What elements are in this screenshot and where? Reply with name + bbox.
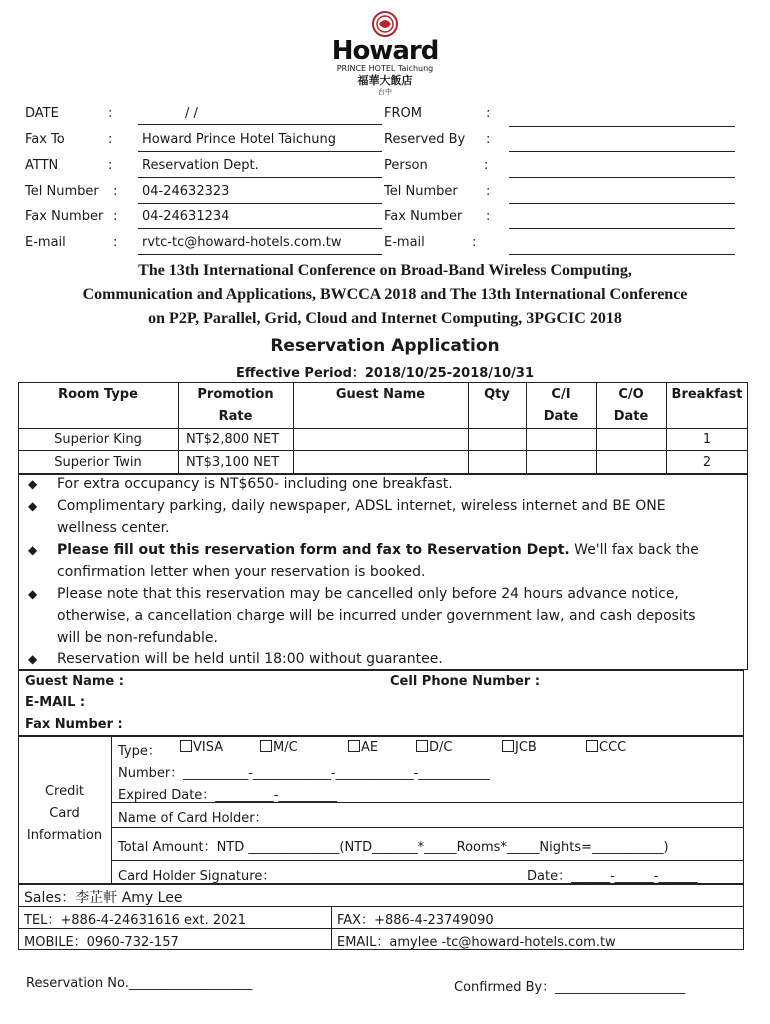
table-cell-rate: NT$3,100 NET — [186, 455, 280, 470]
bullet-icon: ◆ — [28, 477, 38, 491]
colon: : — [486, 132, 491, 147]
reserved-by-label: Reserved By — [384, 132, 466, 147]
bullet-icon: ◆ — [28, 587, 38, 601]
fax-to-value: Howard Prince Hotel Taichung — [142, 132, 336, 147]
header-guest-name: Guest Name — [335, 387, 426, 402]
card-type-label: D/C — [429, 740, 453, 755]
header-rate: Rate — [218, 409, 253, 424]
sales-email: EMAIL：amylee -tc@howard-hotels.com.tw — [337, 935, 616, 950]
bullet-icon: ◆ — [28, 543, 38, 557]
fax-number-label: Fax Number — [25, 209, 104, 224]
checkbox-icon[interactable] — [348, 740, 360, 752]
logo-chinese-city: 台中 — [378, 88, 392, 96]
checkbox-icon[interactable] — [180, 740, 192, 752]
card-type-label: JCB — [515, 740, 537, 755]
email-field[interactable] — [509, 254, 735, 255]
confirmed-by-field[interactable]: Confirmed By：____________________ — [454, 980, 686, 995]
note-text — [57, 539, 699, 561]
tel-number-field[interactable] — [509, 203, 735, 204]
conference-title — [0, 259, 770, 331]
table-rule — [18, 450, 748, 451]
note-text: For extra occupancy is NT$650- including one breakfast. — [57, 476, 453, 492]
fax-to-label: Fax To — [25, 132, 65, 147]
guest-email-label: E-MAIL : — [25, 695, 86, 710]
note-text: confirmation letter when your reservation is booked. — [57, 564, 426, 580]
conference-title-line: on P2P, Parallel, Grid, Cloud and Internet Computing, 3PGCIC 2018 — [148, 310, 622, 327]
card-holder-name-field[interactable]: Name of Card Holder： — [118, 811, 268, 826]
underline — [138, 254, 382, 255]
sales-name: Sales：李芷軒 Amy Lee — [24, 890, 183, 906]
table-cell-breakfast: 2 — [702, 455, 712, 470]
card-holder-signature-field[interactable]: Card Holder Signature： — [118, 869, 276, 884]
underline — [138, 228, 382, 229]
card-type-label: AE — [361, 740, 379, 755]
card-type-label: CCC — [599, 740, 627, 755]
email-label: E-mail — [384, 235, 425, 250]
logo-emblem-icon — [368, 10, 402, 38]
header-ci: C/I — [551, 387, 571, 402]
colon: : — [108, 132, 113, 147]
header-co-date: Date — [613, 409, 649, 424]
header-co: C/O — [618, 387, 644, 402]
effective-period: Effective Period：2018/10/25-2018/10/31 — [236, 366, 534, 381]
note-text: otherwise, a cancellation charge will be incurred under government law, and cash deposits — [57, 608, 696, 624]
note-text: Please note that this reservation may be cancelled only before 24 hours advance notice, — [57, 586, 679, 602]
reservation-no-field[interactable]: Reservation No.___________________ — [26, 976, 253, 991]
table-rule — [111, 736, 112, 884]
table-rule — [18, 428, 748, 429]
attn-value: Reservation Dept. — [142, 158, 259, 173]
note-text: We'll fax back the — [569, 542, 699, 558]
person-field[interactable] — [509, 177, 735, 178]
table-rule — [111, 827, 744, 828]
credit-label-line: Card — [49, 806, 80, 821]
fax-number-value: 04-24631234 — [142, 209, 230, 224]
card-type-jcb[interactable] — [502, 740, 537, 755]
table-cell-room: Superior King — [54, 432, 142, 447]
card-type-label: M/C — [273, 740, 298, 755]
reserved-by-field[interactable] — [509, 151, 735, 152]
card-type-ae[interactable] — [348, 740, 378, 755]
guest-name-label: Guest Name : — [25, 674, 124, 689]
credit-label-line: Information — [26, 828, 103, 843]
from-field[interactable] — [509, 126, 735, 127]
header-ci-date: Date — [543, 409, 579, 424]
underline — [138, 151, 382, 152]
tel-number-label: Tel Number — [25, 184, 99, 199]
bullet-icon: ◆ — [28, 499, 38, 513]
sales-mobile: MOBILE：0960-732-157 — [24, 935, 179, 950]
colon: : — [113, 235, 118, 250]
table-rule — [18, 928, 744, 929]
total-amount-field[interactable]: Total Amount：NTD ______________(NTD_______*_____Rooms*_____Nights=___________) — [118, 840, 669, 855]
table-rule — [111, 860, 744, 861]
checkbox-icon[interactable] — [502, 740, 514, 752]
note-text: wellness center. — [57, 520, 170, 536]
credit-card-section-label — [18, 781, 111, 847]
bullet-icon: ◆ — [28, 652, 38, 666]
underline — [138, 203, 382, 204]
colon: : — [108, 158, 113, 173]
logo-chinese-name: 福華大飯店 — [357, 74, 413, 87]
from-label: FROM — [384, 106, 422, 121]
colon: : — [486, 106, 491, 121]
colon: : — [486, 209, 491, 224]
credit-label-line: Credit — [44, 784, 85, 799]
note-bold-text: Please fill out this reservation form and fax to Reservation Dept. — [57, 542, 570, 558]
checkbox-icon[interactable] — [260, 740, 272, 752]
header-room-type: Room Type — [58, 387, 138, 402]
email-value: rvtc-tc@howard-hotels.com.tw — [142, 235, 342, 250]
card-type-label: VISA — [193, 740, 224, 755]
sales-tel: TEL：+886-4-24631616 ext. 2021 — [24, 913, 246, 928]
card-type-dc[interactable] — [416, 740, 452, 755]
table-cell-rate: NT$2,800 NET — [186, 432, 280, 447]
conference-title-line: The 13th International Conference on Broad-Band Wireless Computing, — [138, 262, 632, 279]
header-promotion: Promotion — [197, 387, 274, 402]
table-cell-room: Superior Twin — [54, 455, 142, 470]
header-breakfast: Breakfast — [671, 387, 743, 402]
note-text: Reservation will be held until 18:00 without guarantee. — [57, 651, 443, 667]
person-label: Person — [384, 158, 428, 173]
attn-label: ATTN — [25, 158, 59, 173]
card-number-field[interactable]: Number：__________-____________-____________-___________ — [118, 766, 490, 781]
cell-phone-label: Cell Phone Number : — [390, 674, 541, 689]
expired-date-field[interactable]: Expired Date：_________-_________ — [118, 788, 337, 803]
colon: : — [113, 209, 118, 224]
card-type-mc[interactable] — [260, 740, 298, 755]
note-text: Complimentary parking, daily newspaper, ADSL internet, wireless internet and BE ONE — [57, 498, 666, 514]
form-title: Reservation Application — [270, 336, 500, 356]
tel-number-label: Tel Number — [384, 184, 458, 199]
fax-number-field[interactable] — [509, 228, 735, 229]
sales-fax: FAX：+886-4-23749090 — [337, 913, 494, 928]
colon: : — [484, 158, 489, 173]
logo-brand: Howard — [331, 36, 439, 66]
date-label: DATE — [25, 106, 59, 121]
email-label: E-mail — [25, 235, 66, 250]
underline — [138, 177, 382, 178]
logo-subtitle: PRINCE HOTEL Taichung — [336, 64, 434, 73]
underline — [138, 124, 382, 125]
date-value[interactable]: / / — [185, 106, 198, 121]
card-type-visa[interactable] — [180, 740, 223, 755]
guest-fax-label: Fax Number : — [25, 717, 123, 732]
conference-title-line: Communication and Applications, BWCCA 2018 and The 13th International Conference — [82, 286, 688, 303]
hotel-logo — [300, 10, 470, 105]
checkbox-icon[interactable] — [416, 740, 428, 752]
colon: : — [113, 184, 118, 199]
table-rule — [331, 906, 332, 950]
colon: : — [108, 106, 113, 121]
guest-info-box — [18, 670, 744, 736]
signature-date-field[interactable]: Date：______-______-______ — [527, 869, 698, 884]
header-qty: Qty — [484, 387, 510, 402]
fax-number-label: Fax Number — [384, 209, 463, 224]
checkbox-icon[interactable] — [586, 740, 598, 752]
card-type-label: Type： — [118, 744, 161, 759]
table-cell-breakfast: 1 — [702, 432, 712, 447]
colon: : — [486, 184, 491, 199]
tel-number-value: 04-24632323 — [142, 184, 230, 199]
card-type-ccc[interactable] — [586, 740, 626, 755]
note-text: will be non-refundable. — [57, 630, 218, 646]
colon: : — [472, 235, 477, 250]
